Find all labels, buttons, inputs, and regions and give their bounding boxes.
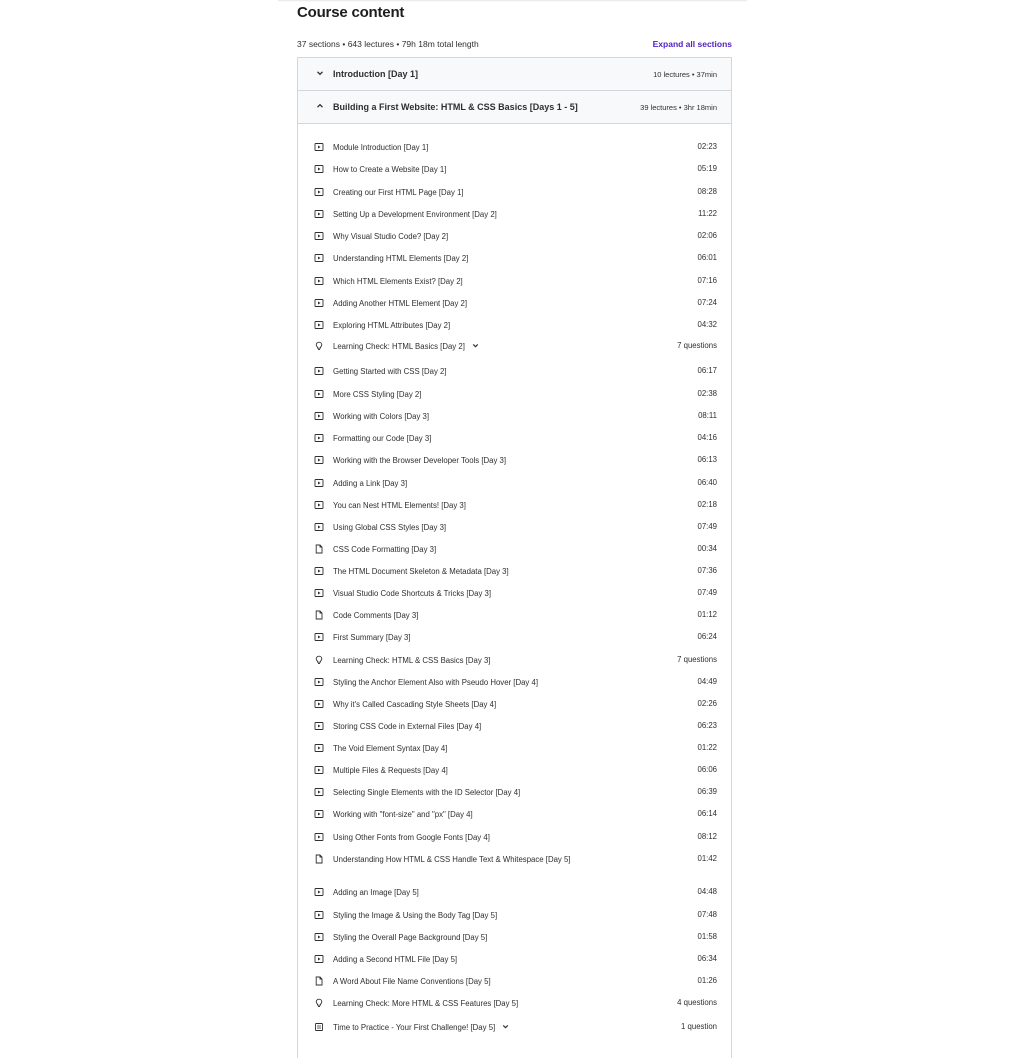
lecture-title [333, 832, 490, 844]
lecture-duration: 06:17 [697, 366, 717, 375]
lecture-duration: 07:48 [697, 910, 717, 919]
lecture-title [333, 632, 411, 644]
lecture-title-text: Understanding HTML Elements [Day 2] [333, 254, 469, 263]
lecture-title [333, 522, 446, 534]
lecture-item[interactable] [298, 763, 731, 781]
lecture-item[interactable] [298, 207, 731, 225]
lecture-duration: 7 questions [677, 341, 717, 350]
lecture-title [333, 366, 447, 378]
lecture-title-text: Why it's Called Cascading Style Sheets [Day 4] [333, 700, 497, 709]
lecture-title [333, 954, 457, 966]
file-article-icon [314, 854, 324, 864]
play-video-icon [314, 164, 324, 174]
play-video-icon [314, 809, 324, 819]
lecture-item[interactable] [298, 339, 731, 357]
lecture-title [333, 566, 509, 578]
lecture-title [333, 588, 491, 600]
lecture-item[interactable] [298, 719, 731, 737]
lecture-item[interactable] [298, 741, 731, 759]
lecture-title [333, 677, 538, 689]
lecture-title-text: Selecting Single Elements with the ID Selector [Day 4] [333, 788, 521, 797]
chevron-down-icon[interactable] [501, 1022, 510, 1031]
play-video-icon [314, 887, 324, 897]
lecture-duration: 4 questions [677, 998, 717, 1007]
play-video-icon [314, 298, 324, 308]
lecture-item[interactable] [298, 630, 731, 648]
play-video-icon [314, 500, 324, 510]
play-video-icon [314, 954, 324, 964]
lecture-duration: 02:26 [697, 699, 717, 708]
lecture-duration: 06:34 [697, 954, 717, 963]
lecture-title-text: Code Comments [Day 3] [333, 611, 419, 620]
lecture-duration: 07:16 [697, 276, 717, 285]
lecture-title [333, 389, 421, 401]
lecture-item[interactable] [298, 1020, 731, 1038]
lecture-title [333, 478, 407, 490]
lecture-title [333, 544, 436, 556]
lecture-title-text: Time to Practice - Your First Challenge! [Day 5] [333, 1023, 496, 1032]
lecture-duration: 1 question [681, 1022, 717, 1031]
lecture-item[interactable] [298, 952, 731, 970]
play-video-icon [314, 478, 324, 488]
lecture-title-text: Understanding How HTML & CSS Handle Text & Whitespace [Day 5] [333, 855, 571, 864]
lecture-duration: 01:42 [697, 854, 717, 863]
course-summary: 37 sections • 643 lectures • 79h 18m total length [297, 39, 479, 49]
lecture-title [333, 809, 473, 821]
chevron-down-icon [315, 68, 325, 78]
lecture-duration: 7 questions [677, 655, 717, 664]
lecture-duration: 06:39 [697, 787, 717, 796]
lecture-title-text: CSS Code Formatting [Day 3] [333, 545, 437, 554]
play-video-icon [314, 910, 324, 920]
play-video-icon [314, 721, 324, 731]
lecture-title [333, 743, 447, 755]
lecture-title-text: Working with Colors [Day 3] [333, 412, 430, 421]
lecture-duration: 08:12 [697, 832, 717, 841]
lecture-title-text: Setting Up a Development Environment [Day 2] [333, 210, 497, 219]
lecture-title [333, 455, 506, 467]
lecture-item[interactable] [298, 498, 731, 516]
lecture-duration: 08:11 [698, 411, 717, 420]
lecture-duration: 02:38 [697, 389, 717, 398]
lecture-item[interactable] [298, 697, 731, 715]
lecture-duration: 01:58 [697, 932, 717, 941]
play-video-icon [314, 253, 324, 263]
lecture-item[interactable] [298, 185, 731, 203]
lecture-title-text: Adding a Link [Day 3] [333, 479, 408, 488]
lecture-duration: 04:48 [697, 887, 717, 896]
lecture-duration: 07:49 [697, 588, 717, 597]
lecture-title [333, 320, 450, 332]
lecture-title-text: How to Create a Website [Day 1] [333, 165, 447, 174]
lecture-title-text: Why Visual Studio Code? [Day 2] [333, 232, 449, 241]
play-video-icon [314, 320, 324, 330]
lecture-duration: 07:36 [697, 566, 717, 575]
lecture-item[interactable] [298, 520, 731, 538]
lecture-title-text: A Word About File Name Conventions [Day 5] [333, 977, 491, 986]
section-header-building-first-website[interactable] [298, 91, 731, 124]
section-header-introduction[interactable] [298, 58, 731, 91]
lecture-title-text: Exploring HTML Attributes [Day 2] [333, 321, 451, 330]
lecture-title [333, 765, 448, 777]
lecture-duration: 00:34 [697, 544, 717, 553]
lecture-title [333, 164, 446, 176]
lecture-title-text: The HTML Document Skeleton & Metadata [Day 3] [333, 567, 509, 576]
expand-all-sections-button[interactable]: Expand all sections [652, 39, 732, 49]
lecture-item[interactable] [298, 830, 731, 848]
page-title: Course content [297, 4, 405, 21]
lecture-item[interactable] [298, 251, 731, 269]
lecture-item[interactable] [298, 274, 731, 292]
lightbulb-quiz-icon [314, 341, 324, 351]
lecture-title-text: Learning Check: HTML Basics [Day 2] [333, 342, 465, 351]
lecture-item[interactable] [298, 930, 731, 948]
chevron-up-icon [315, 101, 325, 111]
lecture-title [333, 231, 448, 243]
lecture-title [333, 341, 480, 353]
lightbulb-quiz-icon [314, 655, 324, 665]
lecture-item[interactable] [298, 586, 731, 604]
play-video-icon [314, 187, 324, 197]
lecture-duration: 06:40 [697, 478, 717, 487]
lecture-title-text: Learning Check: HTML & CSS Basics [Day 3] [333, 656, 491, 665]
lecture-title-text: Storing CSS Code in External Files [Day 4] [333, 722, 482, 731]
lecture-duration: 06:23 [697, 721, 717, 730]
lecture-title [333, 1022, 510, 1034]
lecture-title-text: More CSS Styling [Day 2] [333, 390, 422, 399]
lecture-item[interactable] [298, 564, 731, 582]
play-video-icon [314, 699, 324, 709]
lecture-item[interactable] [298, 908, 731, 926]
lecture-title-text: Using Other Fonts from Google Fonts [Day 4] [333, 833, 490, 842]
lecture-item[interactable] [298, 453, 731, 471]
lecture-title-text: Formatting our Code [Day 3] [333, 434, 432, 443]
lecture-item[interactable] [298, 476, 731, 494]
lecture-title [333, 433, 431, 445]
section-title: Introduction [Day 1] [333, 69, 418, 79]
play-video-icon [314, 765, 324, 775]
lecture-title-text: Styling the Image & Using the Body Tag [Day 5] [333, 911, 498, 920]
lecture-title [333, 787, 520, 799]
lecture-title-text: Styling the Anchor Element Also with Pseudo Hover [Day 4] [333, 678, 538, 687]
lecture-title-text: Working with "font-size" and "px" [Day 4] [333, 810, 473, 819]
lecture-title-text: First Summary [Day 3] [333, 633, 411, 642]
top-shadow [278, 0, 747, 2]
play-video-icon [314, 231, 324, 241]
lecture-duration: 07:49 [697, 522, 717, 531]
file-article-icon [314, 610, 324, 620]
lecture-duration: 01:12 [697, 610, 717, 619]
lecture-title [333, 411, 429, 423]
lecture-duration: 05:19 [697, 164, 717, 173]
lecture-title [333, 655, 490, 667]
section-title: Building a First Website: HTML & CSS Basics [Days 1 - 5] [333, 102, 578, 112]
lecture-item[interactable] [298, 675, 731, 693]
play-video-icon [314, 588, 324, 598]
lecture-title [333, 910, 497, 922]
lecture-item[interactable] [298, 296, 731, 314]
lecture-title [333, 209, 497, 221]
coding-exercise-icon [314, 1022, 324, 1032]
file-article-icon [314, 544, 324, 554]
play-video-icon [314, 433, 324, 443]
play-video-icon [314, 276, 324, 286]
lecture-item[interactable] [298, 364, 731, 382]
lecture-title-text: Creating our First HTML Page [Day 1] [333, 188, 464, 197]
lecture-duration: 07:24 [697, 298, 717, 307]
lecture-item[interactable] [298, 140, 731, 158]
play-video-icon [314, 832, 324, 842]
lecture-item[interactable] [298, 229, 731, 247]
lecture-duration: 06:13 [697, 455, 717, 464]
lecture-item[interactable] [298, 807, 731, 825]
lecture-duration: 06:06 [697, 765, 717, 774]
play-video-icon [314, 142, 324, 152]
lecture-item[interactable] [298, 785, 731, 803]
curriculum-list [297, 57, 732, 1058]
lecture-duration: 04:16 [697, 433, 717, 442]
lecture-title-text: Adding Another HTML Element [Day 2] [333, 299, 468, 308]
lecture-title [333, 721, 481, 733]
lecture-title [333, 998, 518, 1010]
lecture-item[interactable] [298, 318, 731, 336]
lecture-item[interactable] [298, 409, 731, 427]
lecture-duration: 02:06 [697, 231, 717, 240]
lecture-item[interactable] [298, 542, 731, 560]
lecture-title-text: Adding a Second HTML File [Day 5] [333, 955, 458, 964]
lecture-title [333, 932, 487, 944]
lecture-item[interactable] [298, 162, 731, 180]
lecture-duration: 06:14 [697, 809, 717, 818]
lecture-title [333, 610, 418, 622]
lecture-title [333, 142, 428, 154]
lecture-duration: 06:24 [697, 632, 717, 641]
lecture-item[interactable] [298, 852, 731, 870]
lecture-duration: 11:22 [698, 209, 717, 218]
lecture-title-text: Styling the Overall Page Background [Day 5] [333, 933, 488, 942]
lecture-title [333, 699, 496, 711]
section-meta: 10 lectures • 37min [653, 70, 717, 79]
lightbulb-quiz-icon [314, 998, 324, 1008]
lecture-title-text: Using Global CSS Styles [Day 3] [333, 523, 447, 532]
lecture-duration: 08:28 [697, 187, 717, 196]
lecture-item[interactable] [298, 608, 731, 626]
lecture-title-text: Visual Studio Code Shortcuts & Tricks [Day 3] [333, 589, 492, 598]
lecture-title [333, 276, 463, 288]
play-video-icon [314, 522, 324, 532]
play-video-icon [314, 411, 324, 421]
lecture-title [333, 887, 419, 899]
lecture-duration: 02:18 [697, 500, 717, 509]
lecture-title-text: Getting Started with CSS [Day 2] [333, 367, 447, 376]
lecture-item[interactable] [298, 996, 731, 1014]
lecture-title-text: You can Nest HTML Elements! [Day 3] [333, 501, 466, 510]
lecture-title-text: Learning Check: More HTML & CSS Features [Day 5] [333, 999, 519, 1008]
play-video-icon [314, 455, 324, 465]
lecture-title-text: The Void Element Syntax [Day 4] [333, 744, 448, 753]
lecture-duration: 04:49 [697, 677, 717, 686]
lecture-item[interactable] [298, 885, 731, 903]
lecture-title-text: Module Introduction [Day 1] [333, 143, 429, 152]
lecture-duration: 01:26 [697, 976, 717, 985]
lecture-title-text: Which HTML Elements Exist? [Day 2] [333, 277, 463, 286]
course-content-panel [278, 0, 747, 1032]
play-video-icon [314, 632, 324, 642]
lecture-item[interactable] [298, 431, 731, 449]
lecture-duration: 02:23 [697, 142, 717, 151]
lecture-title [333, 298, 467, 310]
lecture-title [333, 854, 573, 866]
play-video-icon [314, 566, 324, 576]
lecture-title-text: Multiple Files & Requests [Day 4] [333, 766, 448, 775]
lecture-duration: 04:32 [697, 320, 717, 329]
play-video-icon [314, 787, 324, 797]
play-video-icon [314, 209, 324, 219]
lecture-item[interactable] [298, 653, 731, 671]
lecture-item[interactable] [298, 387, 731, 405]
lecture-title [333, 187, 464, 199]
lecture-title-text: Adding an Image [Day 5] [333, 888, 419, 897]
lecture-duration: 01:22 [697, 743, 717, 752]
play-video-icon [314, 743, 324, 753]
play-video-icon [314, 677, 324, 687]
lecture-title [333, 976, 491, 988]
section-meta: 39 lectures • 3hr 18min [640, 103, 717, 112]
lecture-duration: 06:01 [697, 253, 717, 262]
play-video-icon [314, 366, 324, 376]
play-video-icon [314, 932, 324, 942]
lecture-title [333, 500, 466, 512]
file-article-icon [314, 976, 324, 986]
lecture-title-text: Working with the Browser Developer Tools [Day 3] [333, 456, 507, 465]
play-video-icon [314, 389, 324, 399]
lecture-item[interactable] [298, 974, 731, 992]
chevron-down-icon[interactable] [471, 341, 480, 350]
lecture-title [333, 253, 468, 265]
